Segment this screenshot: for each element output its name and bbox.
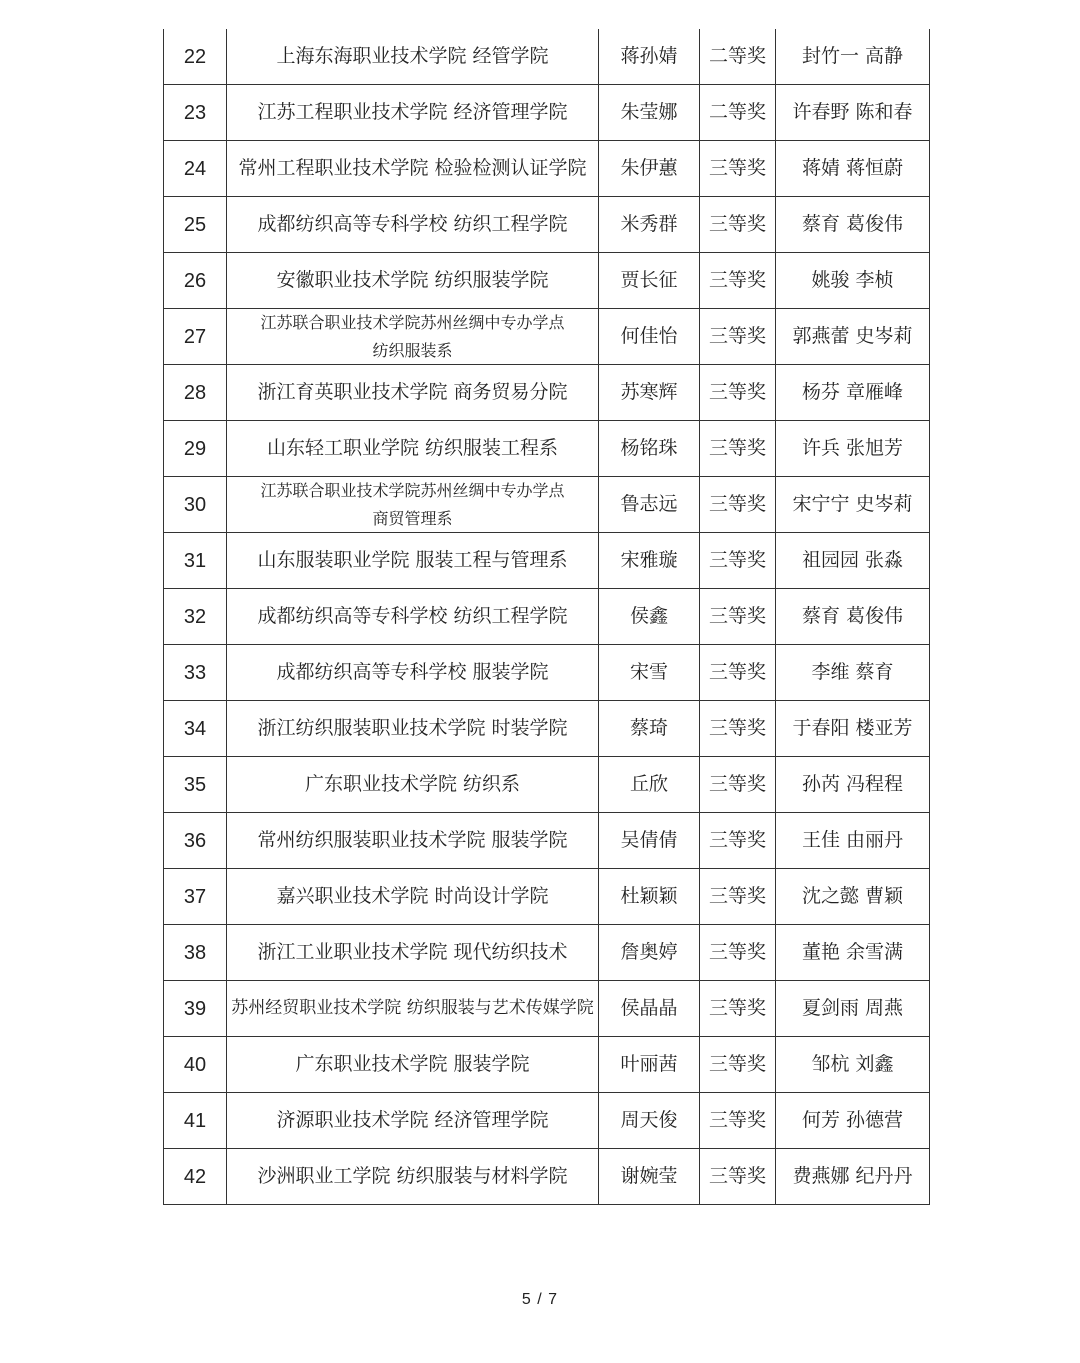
- award-results-body: [164, 29, 930, 1205]
- award-level: 三等奖: [700, 533, 776, 589]
- award-level: 三等奖: [700, 869, 776, 925]
- instructor-names: 封竹一 高静: [776, 29, 930, 85]
- school-cell: 浙江育英职业技术学院 商务贸易分院: [227, 365, 599, 421]
- student-name: 朱莹娜: [599, 85, 700, 141]
- table-row: [164, 365, 930, 421]
- school-name-line2: 商贸管理系: [372, 508, 453, 528]
- table-row: [164, 757, 930, 813]
- row-number: 24: [164, 141, 227, 197]
- student-name: 杜颖颖: [599, 869, 700, 925]
- row-number: 28: [164, 365, 227, 421]
- school-cell: 江苏工程职业技术学院 经济管理学院: [227, 85, 599, 141]
- instructor-names: 祖园园 张淼: [776, 533, 930, 589]
- row-number: 42: [164, 1149, 227, 1205]
- award-level: 三等奖: [700, 477, 776, 533]
- instructor-names: 郭燕蕾 史岑莉: [776, 309, 930, 365]
- instructor-names: 蔡育 葛俊伟: [776, 589, 930, 645]
- student-name: 宋雅璇: [599, 533, 700, 589]
- award-level: 三等奖: [700, 1037, 776, 1093]
- school-name-line1: 江苏联合职业技术学院苏州丝绸中专办学点: [260, 481, 565, 501]
- award-level: 三等奖: [700, 365, 776, 421]
- table-row: [164, 309, 930, 365]
- student-name: 何佳怡: [599, 309, 700, 365]
- instructor-names: 夏剑雨 周燕: [776, 981, 930, 1037]
- award-level: 三等奖: [700, 981, 776, 1037]
- instructor-names: 孙芮 冯程程: [776, 757, 930, 813]
- row-number: 34: [164, 701, 227, 757]
- row-number: 33: [164, 645, 227, 701]
- instructor-names: 王佳 由丽丹: [776, 813, 930, 869]
- school-cell: 常州纺织服装职业技术学院 服装学院: [227, 813, 599, 869]
- student-name: 丘欣: [599, 757, 700, 813]
- instructor-names: 蒋婧 蒋恒蔚: [776, 141, 930, 197]
- table-row: [164, 645, 930, 701]
- school-cell: 常州工程职业技术学院 检验检测认证学院: [227, 141, 599, 197]
- student-name: 蒋孙婧: [599, 29, 700, 85]
- instructor-names: 宋宁宁 史岑莉: [776, 477, 930, 533]
- award-level: 三等奖: [700, 645, 776, 701]
- school-name-line2: 纺织服装系: [372, 340, 453, 360]
- school-cell: 上海东海职业技术学院 经管学院: [227, 29, 599, 85]
- table-row: [164, 85, 930, 141]
- school-cell: 沙洲职业工学院 纺织服装与材料学院: [227, 1149, 599, 1205]
- award-level: 三等奖: [700, 309, 776, 365]
- school-cell: 成都纺织高等专科学校 纺织工程学院: [227, 197, 599, 253]
- school-name-line1: 江苏联合职业技术学院苏州丝绸中专办学点: [260, 313, 565, 333]
- award-level: 三等奖: [700, 1093, 776, 1149]
- student-name: 叶丽茜: [599, 1037, 700, 1093]
- award-results-table: [163, 29, 930, 1205]
- row-number: 31: [164, 533, 227, 589]
- table-row: [164, 141, 930, 197]
- row-number: 38: [164, 925, 227, 981]
- row-number: 25: [164, 197, 227, 253]
- row-number: 39: [164, 981, 227, 1037]
- student-name: 贾长征: [599, 253, 700, 309]
- student-name: 宋雪: [599, 645, 700, 701]
- student-name: 杨铭珠: [599, 421, 700, 477]
- student-name: 苏寒辉: [599, 365, 700, 421]
- school-cell: 成都纺织高等专科学校 服装学院: [227, 645, 599, 701]
- row-number: 40: [164, 1037, 227, 1093]
- award-level: 三等奖: [700, 757, 776, 813]
- instructor-names: 于春阳 楼亚芳: [776, 701, 930, 757]
- instructor-names: 董艳 余雪满: [776, 925, 930, 981]
- student-name: 米秀群: [599, 197, 700, 253]
- table-row: [164, 589, 930, 645]
- student-name: 蔡琦: [599, 701, 700, 757]
- school-cell: 安徽职业技术学院 纺织服装学院: [227, 253, 599, 309]
- student-name: 谢婉莹: [599, 1149, 700, 1205]
- school-cell: 山东轻工职业学院 纺织服装工程系: [227, 421, 599, 477]
- row-number: 30: [164, 477, 227, 533]
- student-name: 鲁志远: [599, 477, 700, 533]
- school-cell: 浙江工业职业技术学院 现代纺织技术: [227, 925, 599, 981]
- student-name: 朱伊蕙: [599, 141, 700, 197]
- table-row: [164, 981, 930, 1037]
- award-level: 三等奖: [700, 701, 776, 757]
- table-row: [164, 477, 930, 533]
- school-cell: 浙江纺织服装职业技术学院 时装学院: [227, 701, 599, 757]
- row-number: 36: [164, 813, 227, 869]
- school-cell: 嘉兴职业技术学院 时尚设计学院: [227, 869, 599, 925]
- award-level: 三等奖: [700, 813, 776, 869]
- row-number: 27: [164, 309, 227, 365]
- table-row: [164, 533, 930, 589]
- table-row: [164, 1037, 930, 1093]
- school-cell: 山东服装职业学院 服装工程与管理系: [227, 533, 599, 589]
- student-name: 吴倩倩: [599, 813, 700, 869]
- row-number: 23: [164, 85, 227, 141]
- school-cell: 苏州经贸职业技术学院 纺织服装与艺术传媒学院: [227, 981, 599, 1037]
- student-name: 詹奥婷: [599, 925, 700, 981]
- award-level: 二等奖: [700, 29, 776, 85]
- award-level: 三等奖: [700, 421, 776, 477]
- student-name: 侯晶晶: [599, 981, 700, 1037]
- school-cell: 广东职业技术学院 服装学院: [227, 1037, 599, 1093]
- page-indicator: 5 / 7: [521, 1291, 559, 1308]
- table-row: [164, 253, 930, 309]
- table-row: [164, 29, 930, 85]
- row-number: 29: [164, 421, 227, 477]
- instructor-names: 蔡育 葛俊伟: [776, 197, 930, 253]
- row-number: 37: [164, 869, 227, 925]
- instructor-names: 邹杭 刘鑫: [776, 1037, 930, 1093]
- table-row: [164, 869, 930, 925]
- row-number: 41: [164, 1093, 227, 1149]
- table-row: [164, 701, 930, 757]
- table-row: [164, 197, 930, 253]
- table-row: [164, 813, 930, 869]
- table-row: [164, 1093, 930, 1149]
- school-cell: 广东职业技术学院 纺织系: [227, 757, 599, 813]
- award-level: 三等奖: [700, 141, 776, 197]
- instructor-names: 许兵 张旭芳: [776, 421, 930, 477]
- instructor-names: 李维 蔡育: [776, 645, 930, 701]
- award-level: 三等奖: [700, 253, 776, 309]
- award-level: 三等奖: [700, 925, 776, 981]
- table-row: [164, 925, 930, 981]
- instructor-names: 姚骏 李桢: [776, 253, 930, 309]
- row-number: 22: [164, 29, 227, 85]
- student-name: 侯鑫: [599, 589, 700, 645]
- row-number: 26: [164, 253, 227, 309]
- award-level: 三等奖: [700, 197, 776, 253]
- school-cell: [227, 309, 599, 365]
- row-number: 35: [164, 757, 227, 813]
- school-cell: [227, 477, 599, 533]
- school-cell: 成都纺织高等专科学校 纺织工程学院: [227, 589, 599, 645]
- school-cell: 济源职业技术学院 经济管理学院: [227, 1093, 599, 1149]
- table-row: [164, 1149, 930, 1205]
- row-number: 32: [164, 589, 227, 645]
- instructor-names: 费燕娜 纪丹丹: [776, 1149, 930, 1205]
- table-row: [164, 421, 930, 477]
- student-name: 周天俊: [599, 1093, 700, 1149]
- instructor-names: 何芳 孙德营: [776, 1093, 930, 1149]
- instructor-names: 杨芬 章雁峰: [776, 365, 930, 421]
- instructor-names: 许春野 陈和春: [776, 85, 930, 141]
- award-level: 三等奖: [700, 1149, 776, 1205]
- award-level: 二等奖: [700, 85, 776, 141]
- award-level: 三等奖: [700, 589, 776, 645]
- instructor-names: 沈之懿 曹颖: [776, 869, 930, 925]
